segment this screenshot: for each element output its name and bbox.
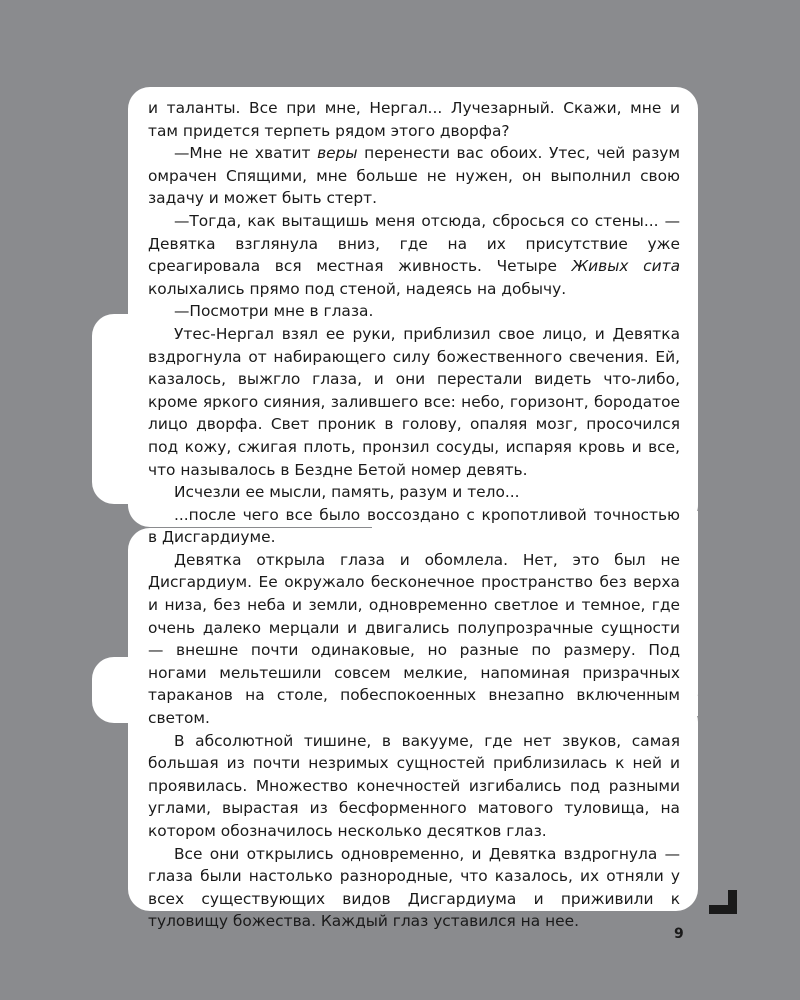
paragraph <box>148 323 680 481</box>
paragraph <box>148 481 680 504</box>
paragraph <box>148 843 680 933</box>
text-segment: —Тогда, как вытащишь меня отсюда, сбросься со стены... — Девятка взглянула вниз, где на их присутствие уже среагировала вся местная живность. Четыре <box>148 211 680 276</box>
text-segment: и таланты. Все при мне, Нергал... Лучезарный. Скажи, мне и там придется терпеть рядом этого дворфа? <box>148 99 680 140</box>
italic-term: веры <box>317 144 358 163</box>
paragraph <box>148 300 680 323</box>
paragraph <box>148 504 680 549</box>
text-segment: перенести вас обоих. Утес, чей разум омрачен Спящими, мне больше не нужен, он выполнил свою задачу и может быть стерт. <box>148 144 680 208</box>
text-segment: Исчезли ее мысли, память, разум и тело... <box>174 483 520 502</box>
text-segment: —Посмотри мне в глаза. <box>174 302 374 321</box>
corner-bracket-icon <box>709 890 737 914</box>
paragraph <box>148 142 680 210</box>
body-text <box>148 97 680 933</box>
paragraph <box>148 97 680 142</box>
paragraph <box>148 730 680 843</box>
italic-term: Живых сита <box>571 257 680 276</box>
paragraph <box>148 210 680 300</box>
text-segment: Девятка открыла глаза и обомлела. Нет, это был не Дисгардиум. Ее окружало бесконечное пространство без верха и низа, без неба и земли, одновременно светлое и темное, где очень далеко мерцали и двигались полупрозрачные сущности — внешне почти одинаковые, но разные по размеру. Под ногами мельтешили совсем мелкие, напоминая призрачных тараканов на столе, побеспокоенных внезапно включенным светом. <box>148 550 680 728</box>
paragraph <box>148 549 680 730</box>
page-number: 9 <box>674 926 684 942</box>
text-segment: —Мне не хватит <box>174 144 318 163</box>
text-segment: колыхались прямо под стеной, надеясь на добычу. <box>148 279 567 298</box>
text-segment: Все они открылись одновременно, и Девятка вздрогнула — глаза были настолько разнородные, что казалось, их отняли у всех существующих видов Дисгардиума и приживили к туловищу божества. Каждый глаз уставился на нее. <box>148 844 680 931</box>
text-segment: В абсолютной тишине, в вакууме, где нет звуков, самая большая из почти незримых сущностей приблизилась к ней и проявилась. Множество конечностей изгибались под разными углами, вырастая из бесформенного матового туловища, на котором обозначилось несколько десятков глаз. <box>148 731 680 840</box>
text-segment: Утес-Нергал взял ее руки, приблизил свое лицо, и Девятка вздрогнула от набирающего силу божественного свечения. Ей, казалось, выжгло глаза, и они перестали видеть что-либо, кроме яркого сияния, залившего все: небо, горизонт, бородатое лицо дворфа. Свет проник в голову, опаляя мозг, просочился под кожу, сжигая плоть, пронзил сосуды, испаряя кровь и все, что называлось в Бездне Бетой номер девять. <box>148 324 680 479</box>
text-segment: ...после чего все было воссоздано с кропотливой точностью в Дисгардиуме. <box>148 505 680 547</box>
